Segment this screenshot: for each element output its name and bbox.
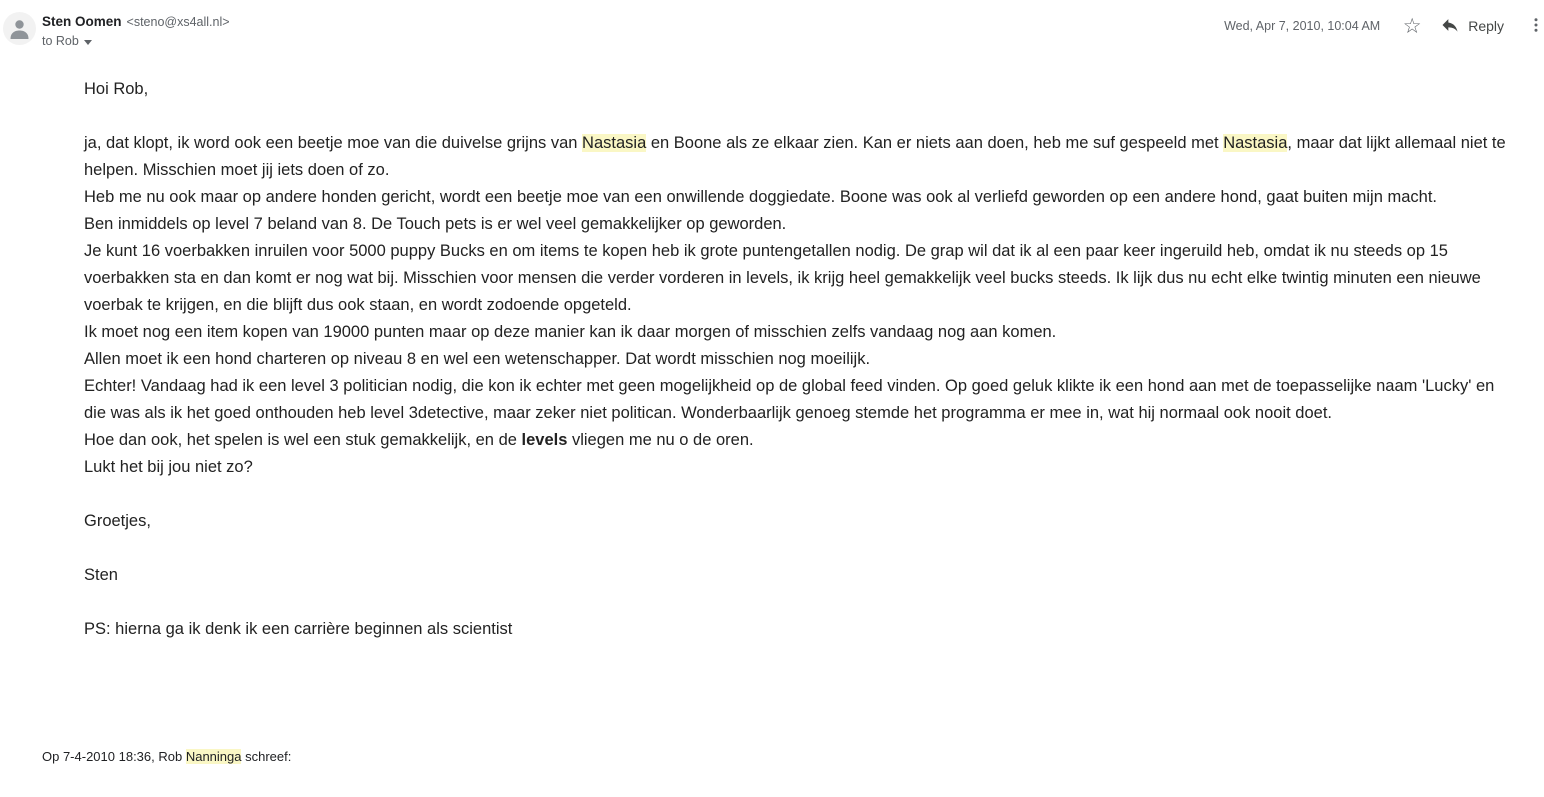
text-segment: Je kunt 16 voerbakken inruilen voor 5000 puppy Bucks en om items te kopen heb ik grote puntengetallen nodig. De grap wil dat ik al een paar keer ingeruild heb, omdat ik nu steeds op 15 voerbakken sta en dan komt er nog wat bij. Misschien voor mensen die verder vorderen in levels, ik krijg heel gemakkelijk veel bucks steeds. Ik lijk dus nu echt elke twintig minuten een nieuwe voerbak te krijgen, en die blijft dus ook staan, en wordt zodoende opgeteld. [84,242,1481,314]
search-highlight: Nastasia [582,134,647,152]
sender-name: Sten Oomen [42,14,122,29]
text-segment: Heb me nu ook maar op andere honden gericht, wordt een beetje moe van een onwillende doggiedate. Boone was ook al verliefd geworden op een andere hond, gaat buiten mijn macht. [84,188,1437,206]
body-paragraph [84,238,1508,319]
body-paragraph [84,535,1508,562]
body-paragraph [84,427,1508,454]
body-paragraph [84,589,1508,616]
reply-button[interactable] [1436,15,1508,38]
text-segment: , maar dat lijkt allemaal niet te helpen. Misschien moet jij iets doen of zo. [84,134,1506,179]
body-paragraph [84,373,1508,427]
email-header [0,0,1544,58]
body-paragraph [84,508,1508,535]
search-highlight: Nastasia [1223,134,1288,152]
body-paragraph [84,103,1508,130]
text-segment: en Boone als ze elkaar zien. Kan er niets aan doen, heb me suf gespeeld met [646,134,1224,152]
text-segment: levels [521,431,568,449]
body-paragraph [84,130,1508,184]
text-segment: Echter! Vandaag had ik een level 3 politician nodig, die kon ik echter met geen mogelijkheid op de global feed vinden. Op goed geluk klikte ik een hond aan met de toepasselijke naam 'Lucky' en die was als ik het goed onthouden heb level 3detective, maar zeker niet politican. Wonderbaarlijk genoeg stemde het programma er mee in, wat hij normaal ook nooit doet. [84,377,1495,422]
body-paragraph [84,616,1508,643]
text-segment: schreef: [241,749,292,764]
text-segment: Op 7-4-2010 18:36, Rob [42,749,186,764]
body-paragraph [84,184,1508,211]
body-paragraph [84,454,1508,481]
text-segment: Allen moet ik een hond charteren op niveau 8 en wel een wetenschapper. Dat wordt misschien nog moeilijk. [84,350,871,368]
body-paragraph [84,211,1508,238]
reply-label: Reply [1468,18,1504,34]
more-vertical-icon [1527,16,1544,37]
body-paragraph [84,319,1508,346]
more-options-button[interactable] [1518,8,1544,44]
reply-arrow-icon [1440,15,1460,38]
body-paragraph [84,562,1508,589]
sender-email: <steno@xs4all.nl> [126,15,230,29]
text-segment: PS: hierna ga ik denk ik een carrière beginnen als scientist [84,620,513,638]
text-segment: Groetjes, [84,512,151,530]
chevron-down-icon [84,40,92,45]
message-date: Wed, Apr 7, 2010, 10:04 AM [1224,19,1381,33]
email-body [84,76,1508,643]
header-actions [1224,0,1544,52]
star-outline-icon: ☆ [1402,13,1422,38]
text-segment: Hoi Rob, [84,80,149,98]
person-icon [3,12,36,45]
text-segment: ja, dat klopt, ik word ook een beetje moe van die duivelse grijns van [84,134,583,152]
recipient-details-toggle[interactable] [42,34,230,48]
recipient-label: to Rob [42,34,79,48]
text-segment: Sten [84,566,118,584]
body-paragraph [84,76,1508,103]
text-segment: Hoe dan ook, het spelen is wel een stuk gemakkelijk, en de [84,431,522,449]
text-segment: Lukt het bij jou niet zo? [84,458,253,476]
sender-avatar[interactable] [3,12,36,45]
sender-block [42,14,230,48]
text-segment: Ben inmiddels op level 7 beland van 8. De Touch pets is er wel veel gemakkelijker op geworden. [84,215,787,233]
text-segment: Ik moet nog een item kopen van 19000 punten maar op deze manier kan ik daar morgen of misschien zelfs vandaag nog aan komen. [84,323,1057,341]
quoted-message-header [42,749,291,765]
text-segment: vliegen me nu o de oren. [567,431,754,449]
body-paragraph [84,481,1508,508]
body-paragraph [84,346,1508,373]
search-highlight: Nanninga [185,749,242,764]
star-button[interactable] [1394,8,1430,44]
